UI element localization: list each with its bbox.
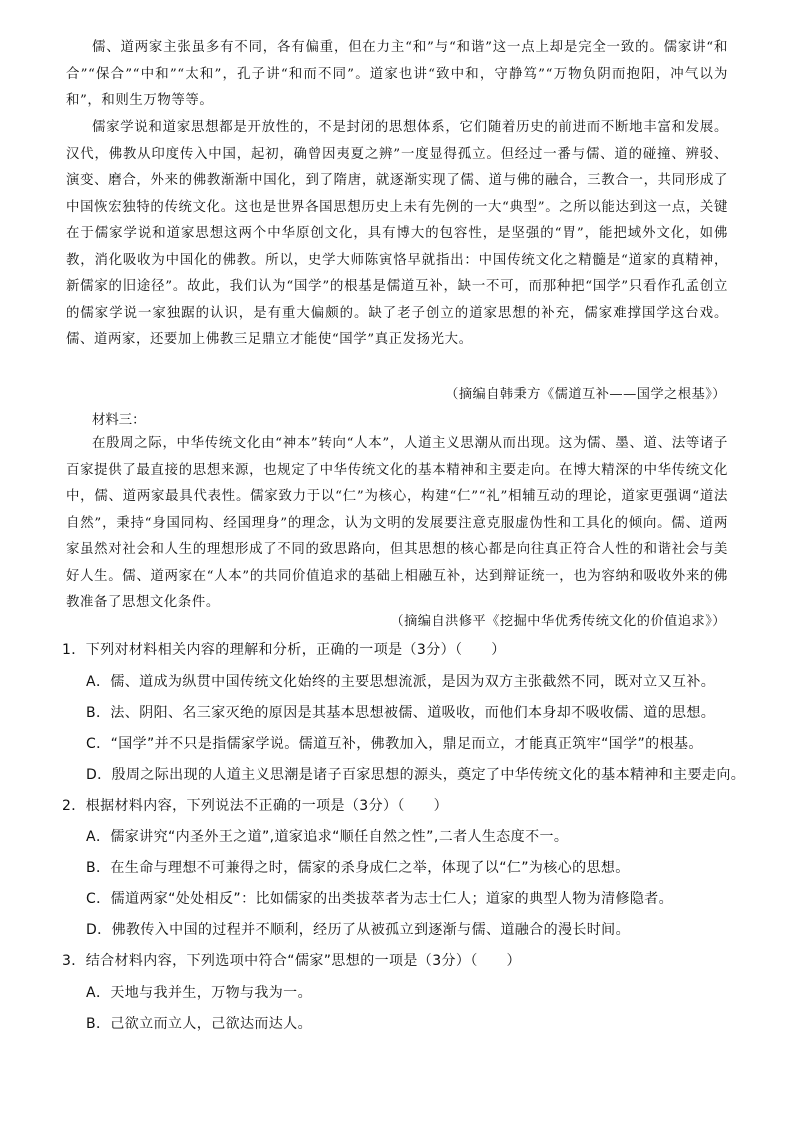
- question-2-option-c[interactable]: C．儒道两家“处处相反”：比如儒家的出类拔萃者为志士仁人；道家的典型人物为清修隐者。: [86, 891, 674, 907]
- question-1-stem: 1．下列对材料相关内容的理解和分析，正确的一项是（3分）（ ）: [62, 642, 506, 658]
- question-1-option-d[interactable]: D．殷周之际出现的人道主义思潮是诸子百家思想的源头，奠定了中华传统文化的基本精神和主要走向。: [86, 767, 746, 783]
- question-2-option-d[interactable]: D．佛教传入中国的过程并不顺利，经历了从被孤立到逐渐与儒、道融合的漫长时间。: [86, 922, 630, 938]
- question-3-option-b[interactable]: B．己欲立而立人，己欲达而达人。: [86, 1016, 313, 1032]
- passage2-source: （摘编自韩秉方《儒道互补——国学之根基》）: [445, 387, 726, 402]
- question-3-stem: 3．结合材料内容，下列选项中符合“儒家”思想的一项是（3分）（ ）: [62, 953, 521, 969]
- passage3-source: （摘编自洪修平《挖掘中华优秀传统文化的价值追求》）: [390, 614, 726, 629]
- passage2-paragraph-1: 儒、道两家主张虽多有不同，各有偏重，但在力主“和”与“和谐”这一点上却是完全一致的。儒家讲“和合”“保合”“中和”“太和”，孔子讲“和而不同”。道家也讲“致中和，守静笃”“万物负阴而抱阳，冲气以为和”，和则生万物等等。: [66, 40, 728, 108]
- question-2-option-a[interactable]: A．儒家讲究“内圣外王之道”,道家追求“顺任自然之性”,二者人生态度不一。: [86, 829, 569, 845]
- passage2-paragraph-2: 儒家学说和道家思想都是开放性的，不是封闭的思想体系，它们随着历史的前进而不断地丰富和发展。汉代，佛教从印度传入中国，起初，确曾因夷夏之辨”一度显得孤立。但经过一番与儒、道的碰撞、辨驳、演变、磨合，外来的佛教渐渐中国化，到了隋唐，就逐渐实现了儒、道与佛的融合，三教合一，共同形成了中国恢宏独特的传统文化。这也是世界各国思想历史上未有先例的一大“典型”。之所以能达到这一点，关键在于儒家学说和道家思想这两个中华原创文化，具有博大的包容性，是坚强的“胃”，能把域外文化，如佛教，消化吸收为中国化的佛教。所以，史学大师陈寅恪早就指出：中国传统文化之精髓是“道家的真精神，新儒家的旧途径”。故此，我们认为“国学”的根基是儒道互补，缺一不可，而那种把“国学”只看作孔孟创立的儒家学说一家独踞的认识，是有重大偏颇的。缺了老子创立的道家思想的补充，儒家难撑国学这台戏。儒、道两家，还要加上佛教三足鼎立才能使“国学”真正发扬光大。: [66, 120, 728, 347]
- passage3-paragraph-1: 在殷周之际，中华传统文化由“神本”转向“人本”，人道主义思潮从而出现。这为儒、墨、道、法等诸子百家提供了最直接的思想来源，也规定了中华传统文化的基本精神和主要走向。在博大精深的中华传统文化中，儒、道两家最具代表性。儒家致力于以“仁”为核心，构建“仁”“礼”相辅互动的理论，道家更强调“道法自然”，秉持“身国同构、经国理身”的理念，认为文明的发展要注意克服虚伪性和工具化的倾向。儒、道两家虽然对社会和人生的理想形成了不同的致思路向，但其思想的核心都是向往真正符合人性的和谐社会与美好人生。儒、道两家在“人本”的共同价值追求的基础上相融互补，达到辩证统一，也为容纳和吸收外来的佛教准备了思想文化条件。: [66, 436, 728, 610]
- question-2-option-b[interactable]: B．在生命与理想不可兼得之时，儒家的杀身成仁之举，体现了以“仁”为核心的思想。: [86, 860, 630, 876]
- question-1-option-c[interactable]: C．“国学”并不只是指儒家学说。儒道互补，佛教加入，鼎足而立，才能真正筑牢“国学”的根基。: [86, 736, 703, 752]
- question-3-option-a[interactable]: A．天地与我并生，万物与我为一。: [86, 985, 312, 1001]
- question-1-option-a[interactable]: A．儒、道成为纵贯中国传统文化始终的主要思想流派，是因为双方主张截然不同，既对立又互补。: [86, 674, 716, 690]
- question-2-stem: 2．根据材料内容，下列说法不正确的一项是（3分）（ ）: [62, 798, 449, 814]
- question-1-option-b[interactable]: B．法、阴阳、名三家灭绝的原因是其基本思想被儒、道吸收，而他们本身却不吸收儒、道的思想。: [86, 705, 716, 721]
- material-3-label: 材料三：: [92, 413, 146, 428]
